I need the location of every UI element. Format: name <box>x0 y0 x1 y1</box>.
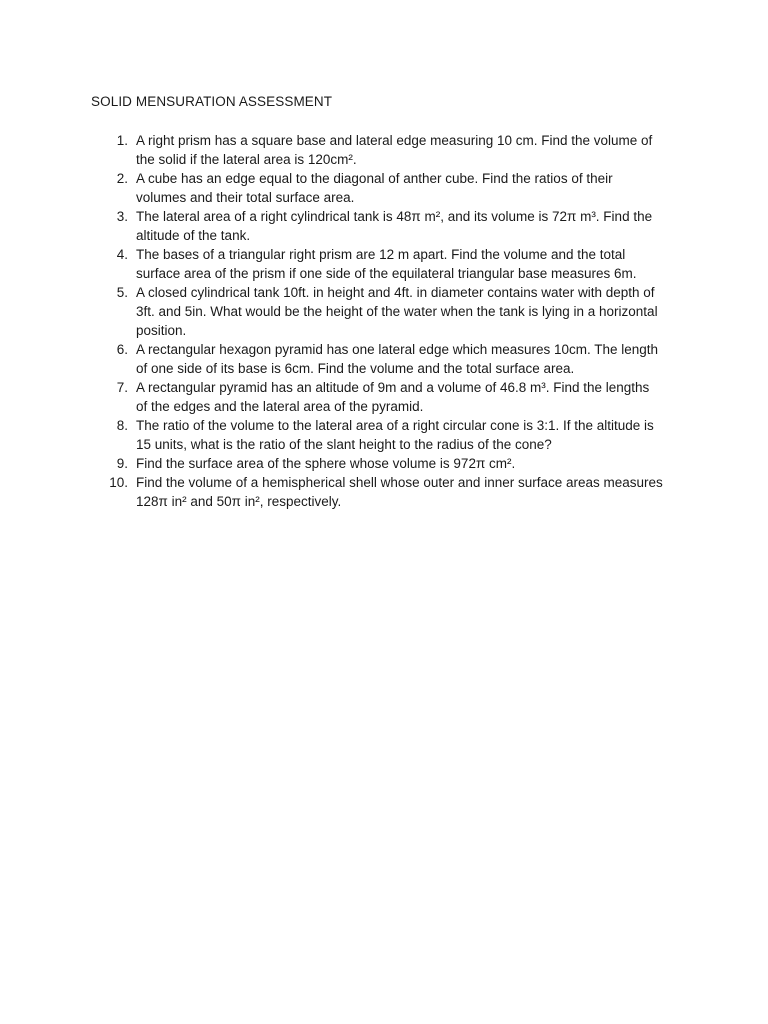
question-number: 5. <box>116 285 128 300</box>
question-text-line: altitude of the tank. <box>136 228 251 243</box>
question-text-line: The bases of a triangular right prism are 12 m apart. Find the volume and the total <box>136 247 626 262</box>
question-text-line: position. <box>136 323 187 338</box>
question-number: 9. <box>116 456 128 471</box>
question-text-line: volumes and their total surface area. <box>136 190 355 205</box>
question-number: 3. <box>116 209 128 224</box>
question-text-line: surface area of the prism if one side of the equilateral triangular base measures 6m. <box>136 266 637 281</box>
question-text-line: Find the volume of a hemispherical shell whose outer and inner surface areas measures <box>136 475 663 490</box>
question-item-7 <box>104 378 704 416</box>
question-text-line: The ratio of the volume to the lateral area of a right circular cone is 3:1. If the altitude is <box>136 418 654 433</box>
question-text-line: A closed cylindrical tank 10ft. in height and 4ft. in diameter contains water with depth of <box>136 285 655 300</box>
question-text-line: The lateral area of a right cylindrical tank is 48π m², and its volume is 72π m³. Find the <box>136 209 653 224</box>
question-number: 1. <box>116 133 128 148</box>
question-text-line: A cube has an edge equal to the diagonal of anther cube. Find the ratios of their <box>136 171 613 186</box>
question-text-line: of the edges and the lateral area of the pyramid. <box>136 399 424 414</box>
question-item-9 <box>104 454 704 473</box>
question-text-line: Find the surface area of the sphere whose volume is 972π cm². <box>136 456 516 471</box>
question-number: 8. <box>116 418 128 433</box>
question-text-line: A rectangular pyramid has an altitude of 9m and a volume of 46.8 m³. Find the lengths <box>136 380 650 395</box>
question-item-8 <box>104 416 704 454</box>
question-number: 2. <box>116 171 128 186</box>
question-item-4 <box>104 245 704 283</box>
question-text-line: 15 units, what is the ratio of the slant height to the radius of the cone? <box>136 437 552 452</box>
question-text-line: of one side of its base is 6cm. Find the volume and the total surface area. <box>136 361 575 376</box>
question-item-5 <box>104 283 704 340</box>
question-text-line: A right prism has a square base and lateral edge measuring 10 cm. Find the volume of <box>136 133 653 148</box>
question-number: 4. <box>116 247 128 262</box>
question-item-2 <box>104 169 704 207</box>
question-item-3 <box>104 207 704 245</box>
question-number: 10. <box>109 475 128 490</box>
question-item-10 <box>104 473 704 511</box>
question-item-1 <box>104 131 704 169</box>
question-item-6 <box>104 340 704 378</box>
question-text-line: 3ft. and 5in. What would be the height of the water when the tank is lying in a horizontal <box>136 304 658 319</box>
question-list <box>104 131 704 511</box>
question-text-line: the solid if the lateral area is 120cm². <box>136 152 357 167</box>
question-number: 6. <box>116 342 128 357</box>
question-number: 7. <box>116 380 128 395</box>
question-text-line: 128π in² and 50π in², respectively. <box>136 494 342 509</box>
question-text-line: A rectangular hexagon pyramid has one lateral edge which measures 10cm. The length <box>136 342 659 357</box>
document-title: SOLID MENSURATION ASSESSMENT <box>91 94 333 109</box>
